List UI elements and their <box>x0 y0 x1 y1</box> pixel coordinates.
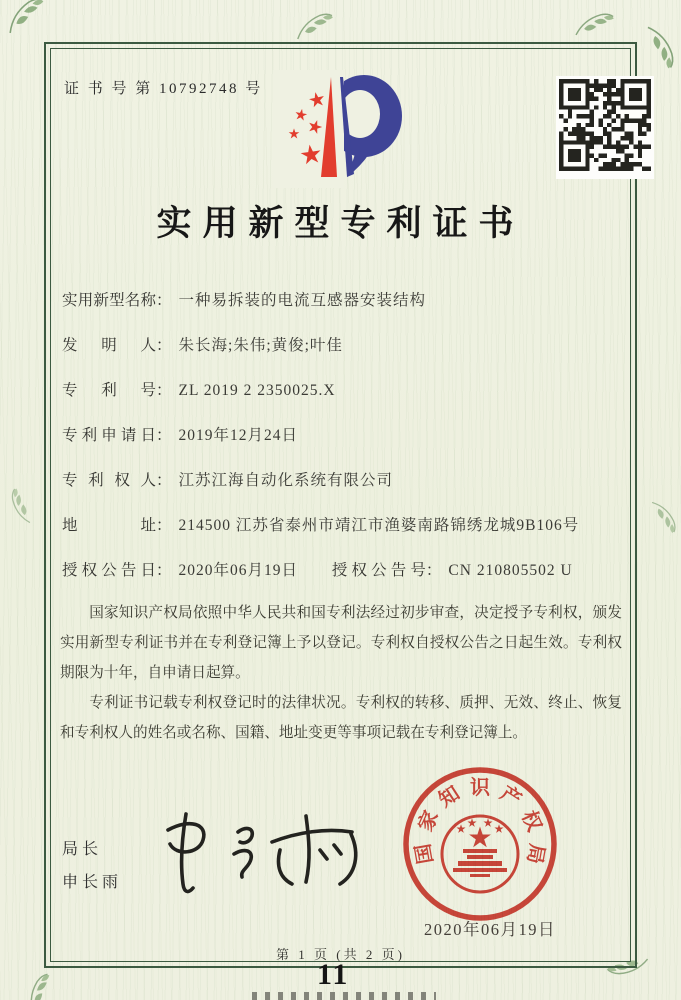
svg-text:家: 家 <box>414 807 443 835</box>
svg-text:产: 产 <box>496 782 525 812</box>
field-value: 2019年12月24日 <box>178 427 299 444</box>
field-grant-publication-number <box>332 558 573 580</box>
field-label: 授权公告日 <box>62 562 156 579</box>
field-value: ZL 2019 2 2350025.X <box>178 382 336 399</box>
certificate-number: 证 书 号 第 10792748 号 <box>64 81 263 97</box>
field-value: 214500 江苏省泰州市靖江市渔婆南路锦绣龙城9B106号 <box>178 517 580 534</box>
field-value: CN 210805502 U <box>448 562 573 579</box>
svg-text:权: 权 <box>517 807 546 835</box>
commissioner-name: 申长雨 <box>62 874 123 891</box>
cnipa-logo <box>273 70 405 188</box>
colon: ： <box>156 562 172 579</box>
field-value: 一种易拆装的电流互感器安装结构 <box>178 292 427 309</box>
colon: ： <box>156 292 172 309</box>
field-filing-date <box>62 423 298 445</box>
field-label: 地址 <box>62 517 156 534</box>
field-grant-date <box>62 562 298 579</box>
handwritten-signature <box>148 798 383 906</box>
field-grant-row <box>62 558 573 580</box>
field-label: 实用新型名称 <box>62 292 156 309</box>
colon: ： <box>156 337 172 354</box>
colon: ： <box>156 427 172 444</box>
svg-text:知: 知 <box>435 782 464 812</box>
below-border-mark: 11 <box>317 958 350 991</box>
field-label: 专利权人 <box>62 472 156 489</box>
field-inventors <box>62 333 343 355</box>
paragraph-register-statement: 专利证书记载专利权登记时的法律状况。专利权的转移、质押、无效、终止、恢复和专利权人的姓名或名称、国籍、地址变更等事项记载在专利登记簿上。 <box>60 695 622 742</box>
commissioner-title: 局长 <box>62 841 103 858</box>
field-label: 授权公告号 <box>331 562 426 579</box>
field-value: 朱长海;朱伟;黄俊;叶佳 <box>178 337 343 354</box>
colon: ： <box>156 517 172 534</box>
colon: ： <box>156 472 172 489</box>
field-address <box>62 513 579 535</box>
field-value: 2020年06月19日 <box>178 562 299 579</box>
seal-date: 2020年06月19日 <box>424 920 556 939</box>
field-label: 专利申请日 <box>62 427 156 444</box>
svg-text:局: 局 <box>522 841 548 866</box>
field-label: 发明人 <box>62 337 156 354</box>
field-value: 江苏江海自动化系统有限公司 <box>178 472 394 489</box>
colon: ： <box>425 562 442 579</box>
certificate-title: 实用新型专利证书 <box>156 204 525 243</box>
field-patent-number <box>62 378 336 400</box>
colon: ： <box>156 382 172 399</box>
field-patentee <box>62 468 393 490</box>
cnipa-official-seal <box>396 760 564 928</box>
paragraph-grant-statement: 国家知识产权局依照中华人民共和国专利法经过初步审查，决定授予专利权，颁发实用新型专利证书并在专利登记簿上予以登记。专利权自授权公告之日起生效。专利权期限为十年，自申请日起算。 <box>60 605 622 682</box>
legal-paragraphs <box>60 598 622 748</box>
svg-text:国: 国 <box>412 841 438 866</box>
qr-code <box>556 76 654 179</box>
clipped-next-page-text <box>252 992 436 1000</box>
field-utility-model-name <box>62 288 426 310</box>
page-indicator: 第 1 页 (共 2 页) <box>276 947 405 962</box>
field-label: 专利号 <box>62 382 156 399</box>
svg-text:识: 识 <box>470 777 490 799</box>
